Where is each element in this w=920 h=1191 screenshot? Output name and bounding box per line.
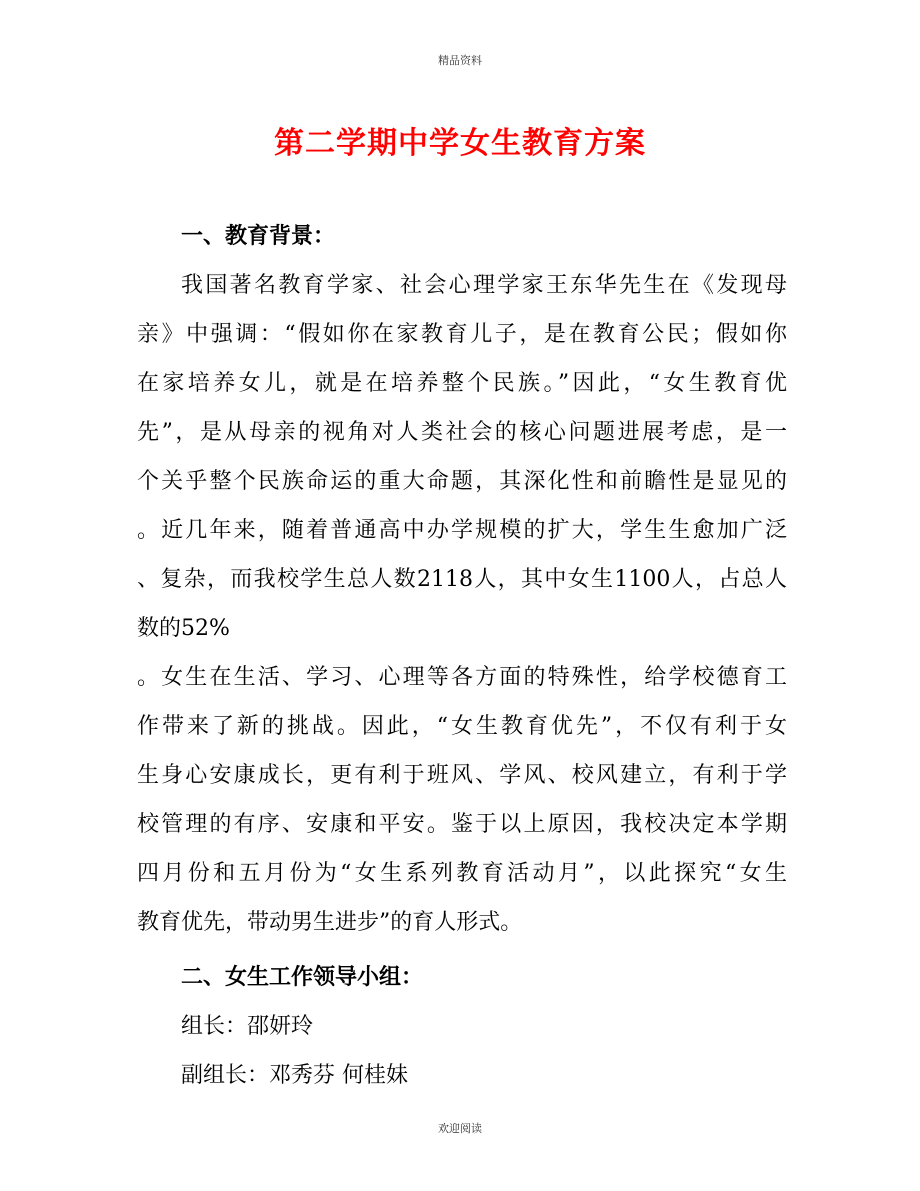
- paragraph-line: 先”，是从母亲的视角对人类社会的核心问题进展考虑，是一: [137, 420, 787, 445]
- paragraph-girls-characteristics: [137, 653, 787, 947]
- team-leader: 组长：邵妍玲: [181, 1014, 314, 1039]
- paragraph-line: 我国著名教育学家、社会心理学家王东华先生在《发现母: [181, 273, 787, 298]
- paragraph-line: 亲》中强调：“假如你在家教育儿子，是在教育公民；假如你: [137, 322, 787, 347]
- section-heading-leadership: 二、女生工作领导小组：: [181, 964, 424, 990]
- section-heading-background: 一、教育背景：: [181, 223, 336, 249]
- header-note: 精品资料: [438, 54, 482, 67]
- paragraph-line: 作带来了新的挑战。因此，“女生教育优先”，不仅有利于女: [137, 714, 787, 739]
- paragraph-line: 、复杂，而我校学生总人数2118人，其中女生1100人，占总人: [137, 567, 787, 592]
- paragraph-line: 四月份和五月份为“女生系列教育活动月”，以此探究“女生: [137, 861, 787, 886]
- paragraph-line: 个关乎整个民族命运的重大命题，其深化性和前瞻性是显见的: [137, 469, 787, 494]
- paragraph-line: 。女生在生活、学习、心理等各方面的特殊性，给学校德育工: [137, 665, 787, 690]
- document-body: [137, 212, 787, 1100]
- paragraph-line: 教育优先，带动男生进步”的育人形式。: [137, 910, 523, 935]
- footer-note: 欢迎阅读: [438, 1122, 482, 1135]
- paragraph-line: 数的52%: [137, 616, 230, 641]
- paragraph-line: 校管理的有序、安康和平安。鉴于以上原因，我校决定本学期: [137, 812, 787, 837]
- document-title: 第二学期中学女生教育方案: [274, 126, 646, 161]
- paragraph-background: [137, 261, 787, 653]
- paragraph-line: 。近几年来，随着普通高中办学规模的扩大，学生生愈加广泛: [137, 518, 787, 543]
- team-deputy-leaders: 副组长：邓秀芬 何桂妹: [181, 1063, 408, 1088]
- paragraph-line: 生身心安康成长，更有利于班风、学风、校风建立，有利于学: [137, 763, 787, 788]
- paragraph-line: 在家培养女儿，就是在培养整个民族。”因此，“女生教育优: [137, 371, 787, 396]
